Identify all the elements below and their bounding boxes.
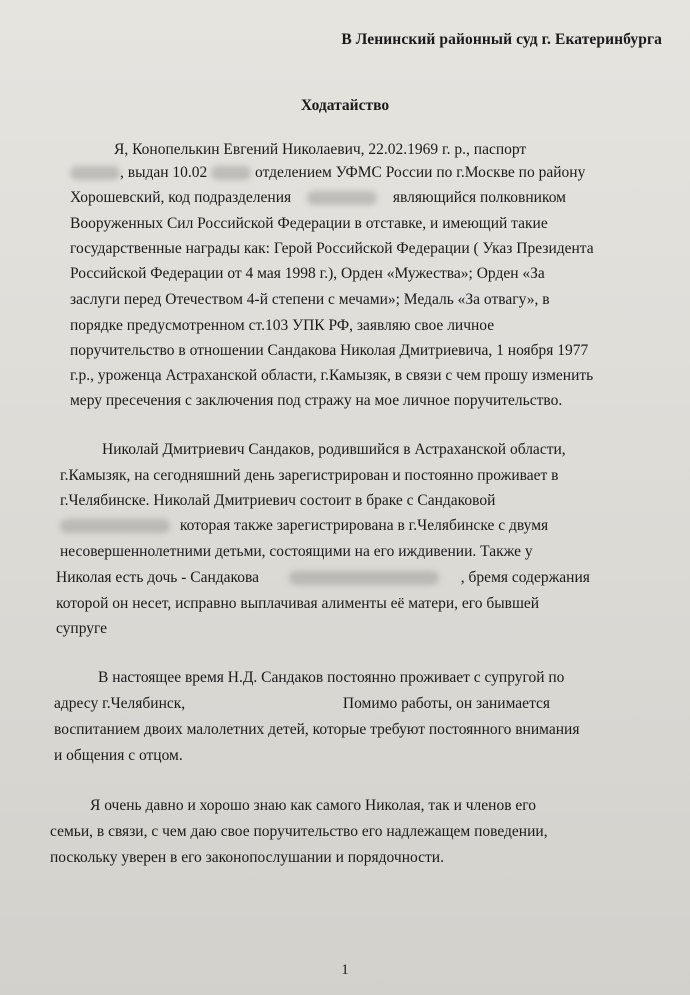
p3-line-4: и общения с отцом.	[54, 747, 183, 764]
p1-line-1: Я, Конопелькин Евгений Николаевич, 22.02.1969 г. р., паспорт	[114, 141, 527, 158]
p2-line-6a: Николая есть дочь - Сандакова	[56, 569, 260, 586]
p1-line-11: меру пресечения с заключения под стражу на мое личное поручительство.	[70, 392, 563, 409]
addressee: В Ленинский районный суд г. Екатеринбурга	[341, 31, 662, 48]
p3-line-1: В настоящее время Н.Д. Сандаков постоянно проживает с супругой по	[98, 669, 565, 686]
p3-line-2b: Помимо работы, он занимается	[342, 695, 551, 712]
p2-line-4-text: которая также зарегистрирована в г.Челябинске с двумя	[179, 517, 549, 534]
p4-line-1: Я очень давно и хорошо знаю как самого Николая, так и членов его	[90, 797, 536, 814]
p1-line-7: заслуги перед Отечеством 4-й степени с мечами»; Медаль «За отвагу», в	[70, 291, 550, 308]
p2-line-4	[60, 516, 548, 536]
p1-line-2a: , выдан 10.02	[120, 164, 208, 181]
p1-line-4: Вооруженных Сил Российской Федерации в отставке, и имеющий такие	[70, 215, 548, 232]
p1-line-3a: Хорошевский, код подразделения	[70, 189, 292, 206]
p1-line-9: поручительство в отношении Сандакова Николая Дмитриевича, 1 ноября 1977	[70, 342, 589, 359]
p2-line-8: супруге	[56, 620, 108, 637]
p1-line-10: г.р., уроженца Астраханской области, г.Камызяк, в связи с чем прошу изменить	[70, 367, 594, 384]
p3-line-3: воспитанием двоих малолетних детей, которые требуют постоянного внимания	[54, 721, 580, 738]
p2-line-2: г.Камызяк, на сегодняшний день зарегистрирован и постоянно проживает в	[60, 467, 559, 484]
redacted-block	[60, 519, 170, 533]
p2-line-5: несовершеннолетними детьми, состоящими на его иждивении. Также у	[60, 543, 533, 560]
p1-line-5: государственные награды как: Герой Российской Федерации ( Указ Президента	[70, 240, 594, 257]
redacted-block	[289, 571, 439, 585]
redacted-block	[211, 166, 251, 180]
p2-line-6	[56, 568, 590, 588]
redacted-block	[70, 166, 120, 180]
p1-line-6: Российской Федерации от 4 мая 1998 г.), Орден «Мужества»; Орден «За	[70, 265, 545, 282]
p1-line-2	[70, 163, 585, 183]
p2-line-6b: , бремя содержания	[460, 569, 590, 586]
redacted-block	[307, 191, 377, 205]
p4-line-3: поскольку уверен в его законопослушании и порядочности.	[50, 849, 444, 866]
page-number: 1	[341, 962, 349, 978]
p2-line-7: которой он несет, исправно выплачивая алименты её матери, его бывшей	[56, 595, 540, 612]
p1-line-3	[70, 188, 566, 208]
p2-line-3: г.Челябинске. Николай Дмитриевич состоит в браке с Сандаковой	[60, 492, 496, 509]
p4-line-2: семьи, в связи, с чем даю свое поручительство его надлежащем поведении,	[50, 823, 548, 840]
p3-line-2	[54, 694, 550, 714]
p1-line-2b: отделением УФМС России по г.Москве по району	[255, 164, 586, 181]
document-title: Ходатайство	[300, 97, 390, 114]
p1-line-8: порядке предусмотренном ст.103 УПК РФ, заявляю свое личное	[70, 317, 495, 334]
p1-line-3b: являющийся полковником	[392, 189, 566, 206]
p2-line-1: Николай Дмитриевич Сандаков, родившийся в Астраханской области,	[102, 441, 566, 458]
p3-line-2a: адресу г.Челябинск,	[54, 695, 186, 712]
